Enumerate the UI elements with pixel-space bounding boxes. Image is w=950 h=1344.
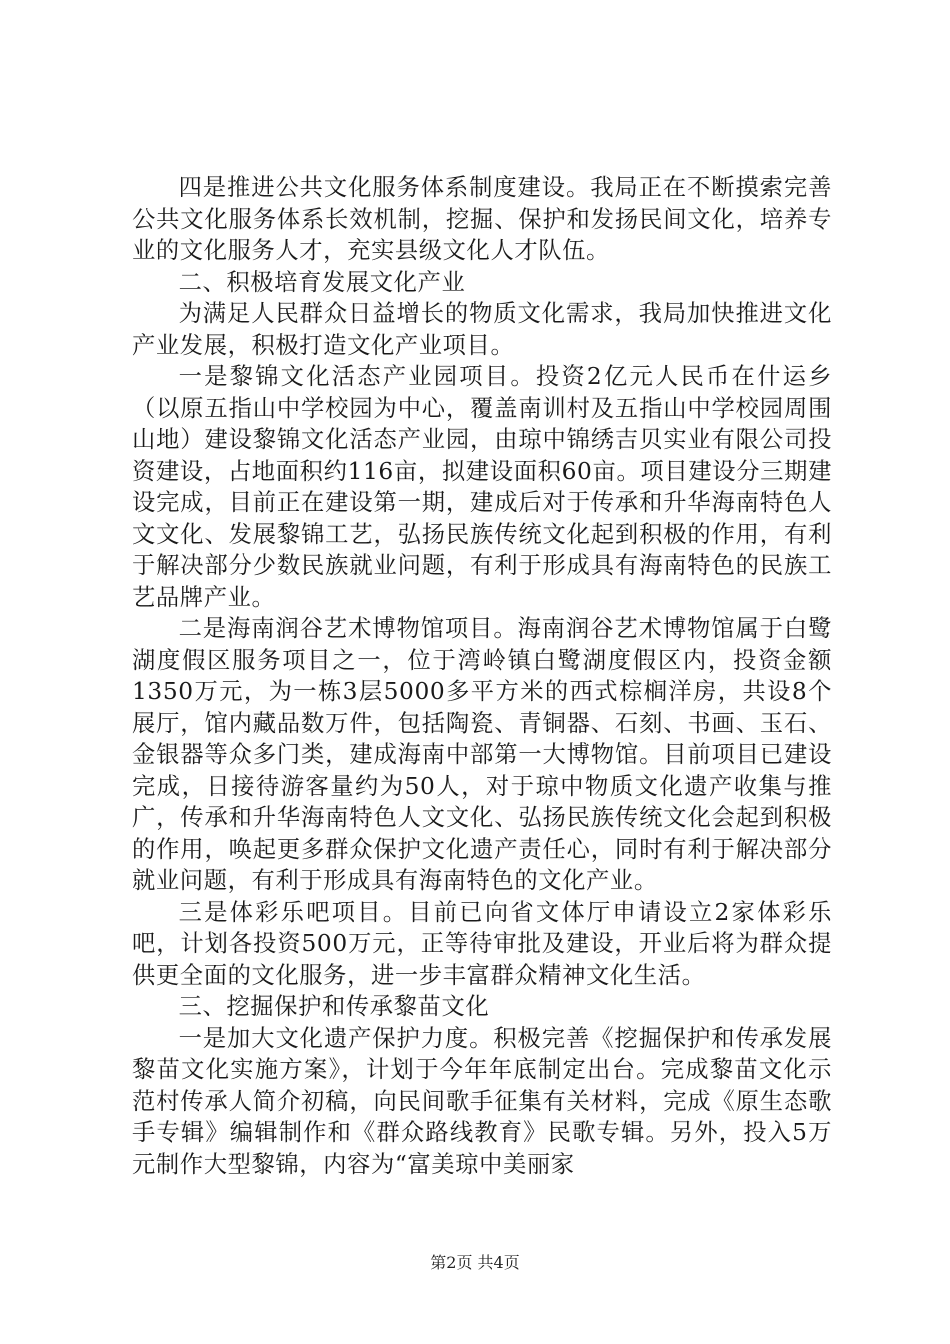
- paragraph-lottery-bar-project: 三是体彩乐吧项目。目前已向省文体厅申请设立2家体彩乐吧，计划各投资500万元，正等待审批及建设，开业后将为群众提供更全面的文化服务，进一步丰富群众精神文化生活。: [132, 898, 832, 989]
- page-number-footer: 第2页 共4页: [430, 1253, 520, 1272]
- paragraph-public-culture-system: 四是推进公共文化服务体系制度建设。我局正在不断摸索完善公共文化服务体系长效机制，挖掘、保护和发扬民间文化，培养专业的文化服务人才，充实县级文化人才队伍。: [132, 174, 832, 264]
- section-heading-limiao-culture: 三、挖掘保护和传承黎苗文化: [178, 993, 490, 1020]
- section-heading-culture-industry: 二、积极培育发展文化产业: [178, 268, 466, 296]
- paragraph-culture-industry-intro: 为满足人民群众日益增长的物质文化需求，我局加快推进文化产业发展，积极打造文化产业项目。: [132, 300, 832, 359]
- document-body: [132, 172, 832, 1180]
- paragraph-lijin-park-project: 一是黎锦文化活态产业园项目。投资2亿元人民币在什运乡（以原五指山中学校园为中心，覆盖南训村及五指山中学校园周围山地）建设黎锦文化活态产业园，由琼中锦绣吉贝实业有限公司投资建设，占地面积约116亩，拟建设面积60亩。项目建设分三期建设完成，目前正在建设第一期，建成后对于传承和升华海南特色人文文化、发展黎锦工艺，弘扬民族传统文化起到积极的作用，有利于解决部分少数民族就业问题，有利于形成具有海南特色的民族工艺品牌产业。: [132, 363, 832, 611]
- paragraph-heritage-protection: 一是加大文化遗产保护力度。积极完善《挖掘保护和传承发展黎苗文化实施方案》，计划于今年年底制定出台。完成黎苗文化示范村传承人简介初稿，向民间歌手征集有关材料，完成《原生态歌手专辑》编辑制作和《群众路线教育》民歌专辑。另外，投入5万元制作大型黎锦，内容为“富美琼中美丽家: [132, 1024, 832, 1178]
- paragraph-rungu-museum-project: 二是海南润谷艺术博物馆项目。海南润谷艺术博物馆属于白鹭湖度假区服务项目之一，位于湾岭镇白鹭湖度假区内，投资金额1350万元，为一栋3层5000多平方米的西式棕榈洋房，共设8个展厅，馆内藏品数万件，包括陶瓷、青铜器、石刻、书画、玉石、金银器等众多门类，建成海南中部第一大博物馆。目前项目已建设完成，日接待游客量约为50人，对于琼中物质文化遗产收集与推广，传承和升华海南特色人文文化、弘扬民族传统文化会起到积极的作用，唤起更多群众保护文化遗产责任心，同时有利于解决部分就业问题，有利于形成具有海南特色的文化产业。: [132, 615, 832, 894]
